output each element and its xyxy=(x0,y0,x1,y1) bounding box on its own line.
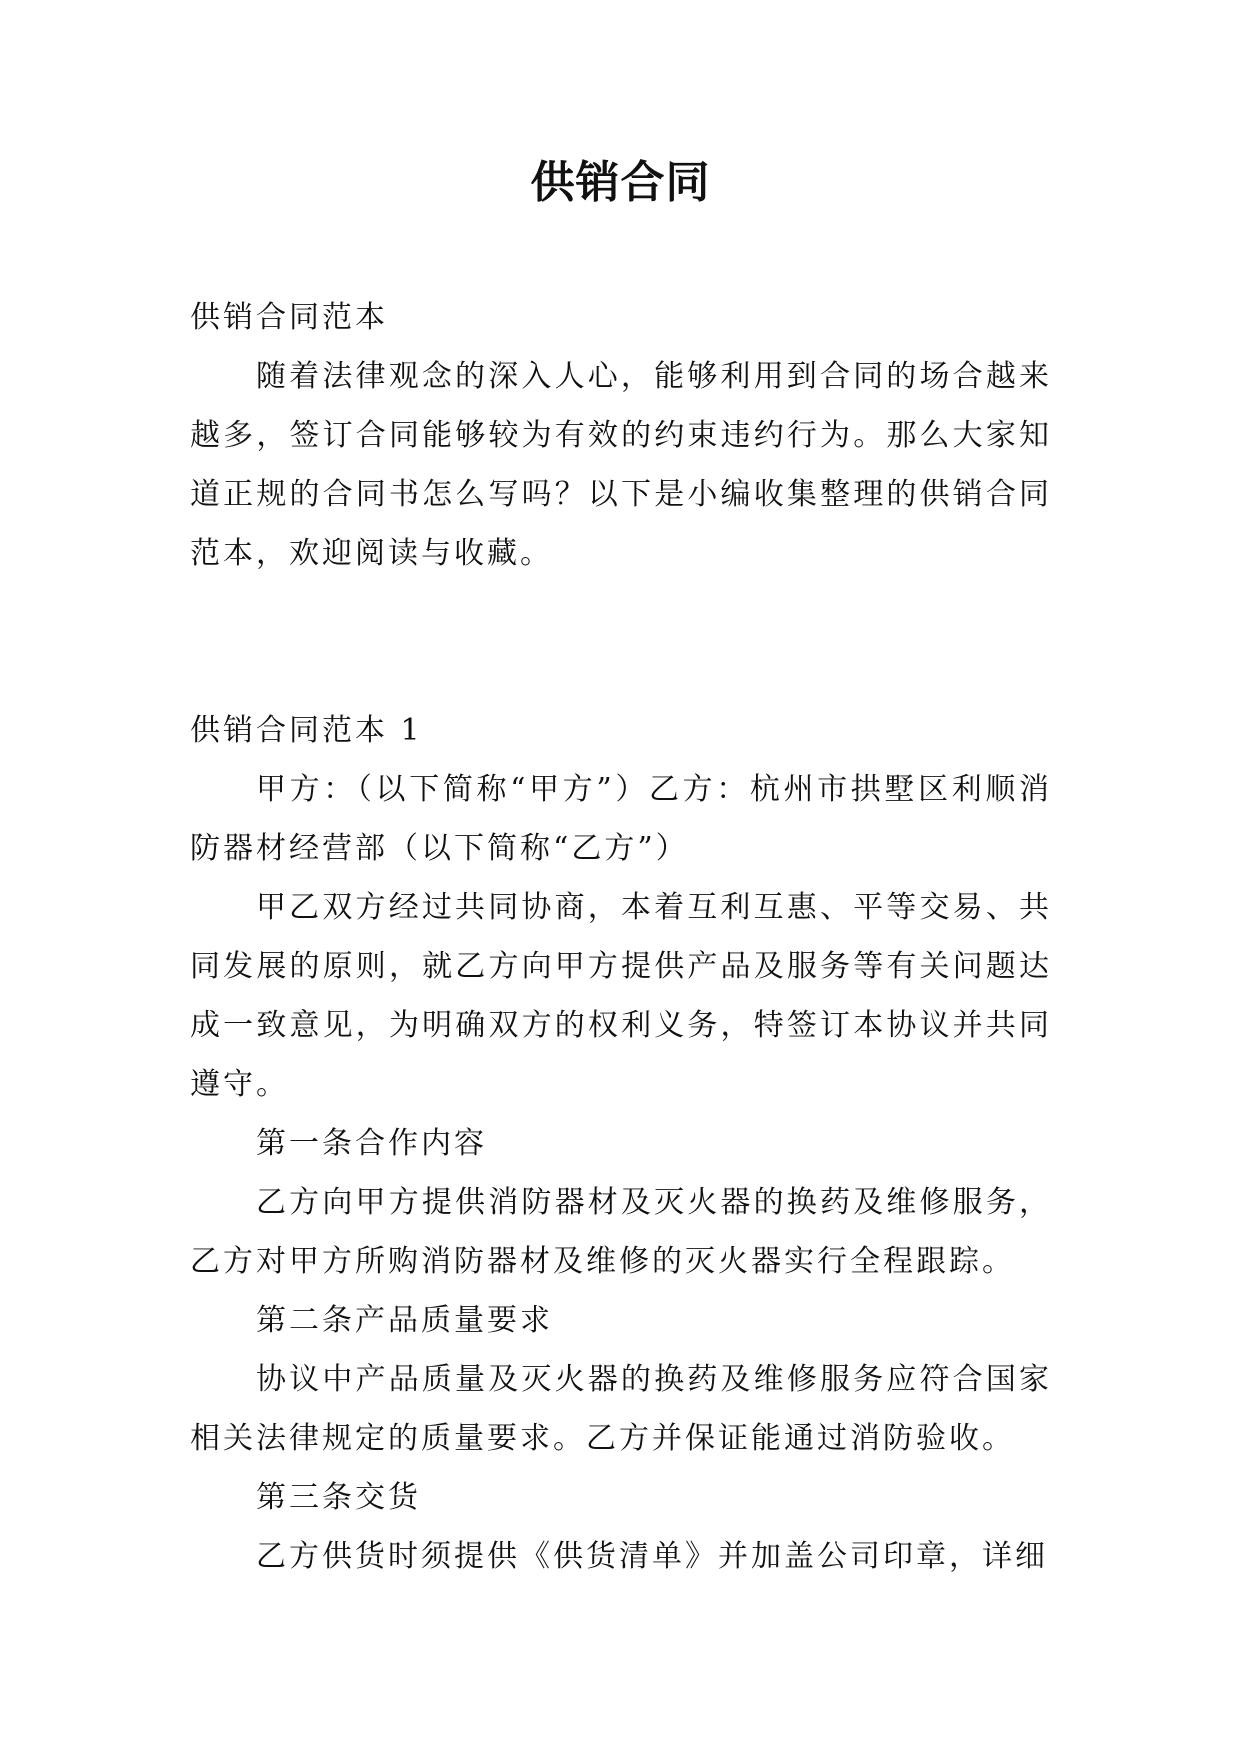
article-body: 协议中产品质量及灭火器的换药及维修服务应符合国家相关法律规定的质量要求。乙方并保证能通过消防验收。 xyxy=(190,1362,1052,1456)
document-body xyxy=(190,288,1052,1586)
article-title: 第二条产品质量要求 xyxy=(256,1303,553,1338)
intro-paragraph: 随着法律观念的深入人心，能够利用到合同的场合越来越多，签订合同能够较为有效的约束违约行为。那么大家知道正规的合同书怎么写吗？以下是小编收集整理的供销合同范本，欢迎阅读与收藏。 xyxy=(190,359,1052,571)
section-heading: 供销合同范本 1 xyxy=(190,713,423,748)
document-title: 供销合同 xyxy=(530,157,711,208)
article-title: 第一条合作内容 xyxy=(256,1126,487,1161)
preamble-paragraph: 甲乙双方经过共同协商，本着互利互惠、平等交易、共同发展的原则，就乙方向甲方提供产品及服务等有关问题达成一致意见，为明确双方的权利义务，特签订本协议并共同遵守。 xyxy=(190,890,1052,1102)
article-body: 乙方供货时须提供《供货清单》并加盖公司印章，详细 xyxy=(256,1539,1048,1574)
spacer xyxy=(190,583,1052,701)
section-heading: 供销合同范本 xyxy=(190,300,388,335)
article-title: 第三条交货 xyxy=(256,1480,421,1515)
parties-paragraph: 甲方：（以下简称“甲方”）乙方：杭州市拱墅区利顺消防器材经营部（以下简称“乙方”） xyxy=(190,772,1052,866)
article-body: 乙方向甲方提供消防器材及灭火器的换药及维修服务，乙方对甲方所购消防器材及维修的灭火器实行全程跟踪。 xyxy=(190,1185,1052,1279)
